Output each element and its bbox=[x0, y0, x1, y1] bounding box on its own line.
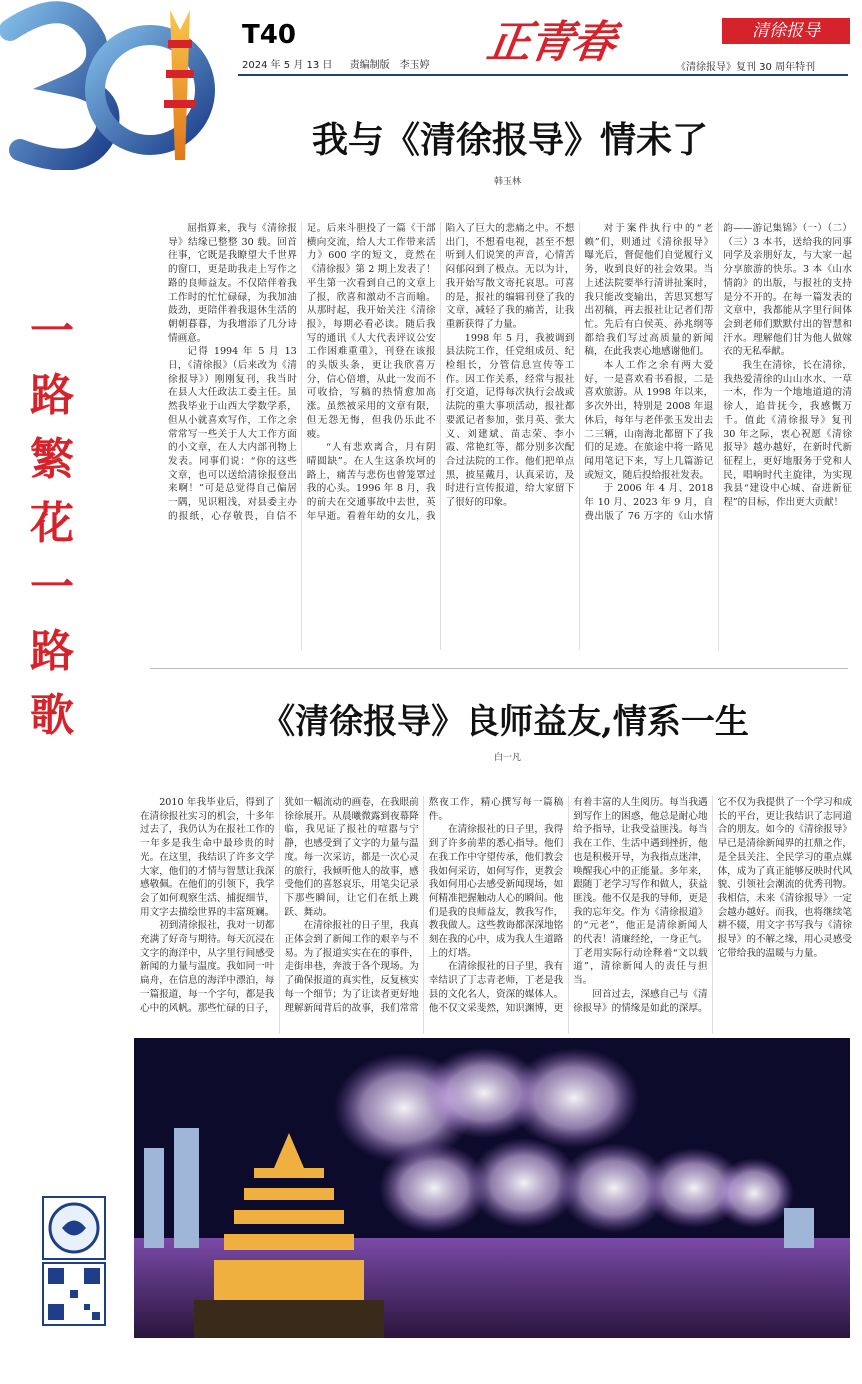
article2-author: 白一凡 bbox=[494, 753, 522, 763]
anniversary-30-logo bbox=[0, 0, 230, 170]
header-rule bbox=[238, 74, 848, 76]
issue-date: 2024 年 5 月 13 日 bbox=[242, 60, 333, 71]
article2-paragraph: 初到清徐报社，我对一切都充满了好奇与期待。每天沉浸在文字的海洋中，从字里行间感受新闻的力量与温度。我如同一叶扁舟，在信息的海洋中漂泊，每一篇报道，每一个字句，都是我心中的风帆。那些忙碌的日子，犹如一幅流动的画卷，在我眼前徐徐展开。从晨曦微露到夜幕降临，我见证了报社的喧嚣与宁静，也感受到了文字的力量与温度。每一次采访，都是一次心灵的旅行，我倾听他人的故事，感受他们的喜怒哀乐，用笔尖记录下那些瞬间，让它们在纸上跳跃、舞动。 bbox=[140, 797, 419, 1014]
slogan-char: 繁 bbox=[30, 434, 74, 485]
header-meta bbox=[242, 56, 444, 71]
slogan-char: 路 bbox=[30, 370, 74, 421]
editor-credit: 责编制版 李玉婷 bbox=[349, 60, 430, 71]
newspaper-brand: 清徐报导 bbox=[722, 18, 850, 44]
special-issue-label: 《清徐报导》复刊 30 周年特刊 bbox=[676, 62, 816, 73]
article1-paragraph: “人有悲欢离合，月有阴晴圆缺”。在人生这条坎坷的路上，痛苦与悲伤也曾笼罩过我的心头。1996 年 8 月，我的前夫在交通事故中去世，英年早逝。看着年幼的女儿，我陷入了巨大的悲痛之中。不想出门，不想看电视，甚至不想听到人们说笑的声音，心情苦闷郁闷到了极点。无以为计，我开始写散文寄托哀思。可喜的是，报社的编辑刊登了我的文章，减轻了我的痛苦，让我重新获得了力量。 bbox=[306, 223, 575, 522]
page-number: T40 bbox=[242, 20, 296, 50]
article2-paragraph: 在清徐报社的日子里，我得到了许多前辈的悉心指导。他们在我工作中守望传承，他们教会我如何采访，如何写作，更教会我如何用心去感受新闻现场，如何精准把握触动人心的瞬间。他们是我的良师益友，教我写作，教我做人。这些教诲都深深地铭刻在我的心中，成为我人生道路上的灯塔。 bbox=[428, 824, 564, 959]
article2-title: 《清徐报导》良师益友,情系一生 bbox=[261, 702, 749, 742]
slogan-char: 一 bbox=[30, 306, 74, 357]
section-title: 正青春 bbox=[483, 17, 617, 68]
article1-paragraph: 屈指算来，我与《清徐报导》结缘已整整 30 载。回首往事，它既是我瞭望大千世界的窗口，更是助我走上写作之路的良师益友。不仅陪伴着我工作时的忙忙碌碌，为我加油鼓劲，更陪伴着我退休生活的朝朝暮暮，为我增添了几分诗情画意。 bbox=[168, 223, 297, 344]
article2-paragraph: 在清徐报社的日子里，我有幸结识了丁志青老师，丁老是我县的文化名人，资深的媒体人。他不仅文采斐然，知识渊博，更有着丰富的人生阅历。每当我遇到写作上的困惑，他总是耐心地给予指导，让我受益匪浅。每当我在工作、生活中遇到挫折，他也是积极开导，为我指点迷津，唤醒我心中的正能量。多年来，跟随丁老学习写作和做人，获益匪浅。他不仅是我的导师，更是我的忘年交。作为《清徐报道》的“元老”，他正是清徐新闻人的代表！清廉经纶，一身正气。丁老用实际行动诠释着“文以载道”，清徐新闻人的责任与担当。 bbox=[428, 797, 708, 1014]
article1-paragraph: 本人工作之余有两大爱好，一是喜欢看书看报，二是喜欢旅游。从 1998 年以来，多次外出，特别是 2008 年退休后，每年与老伴张玉发出去二三辆，山南海北都留下了我们的足迹。在旅途中将一路见闻用笔记下来，写上几篇游记或短文，随后投给报社发表。 bbox=[584, 360, 714, 481]
slogan-char: 一 bbox=[30, 562, 74, 613]
slogan-char: 路 bbox=[30, 626, 74, 677]
slogan-char: 歌 bbox=[30, 690, 74, 741]
article1-author: 韩玉林 bbox=[494, 177, 522, 187]
article1-paragraph: 对于案件执行中的“老赖”们，则通过《清徐报导》曝光后，督促他们自觉履行义务，收到良好的社会效果。当上述法院要举行清讲扯案时，我只能改变输出，苦思冥想写出初稿，再去报社让记者们帮忙。先后有白侯英、孙兆纲等都给我们写过高质量的新闻稿，在此我衷心地感谢他们。 bbox=[584, 223, 714, 358]
article1-paragraph: 于 2006 年 4 月、2018 年 10 月、2023 年 9 月，自费出版了 76 万字的《山水情韵——游记集锦》（一）（二）（三）3 本书，送给我的同事同学及亲朋好友，与大家一起分享旅游的快乐。3 本《山水情韵》的出版，与报社的支持是分不开的。在每一篇发表的文章中，我都能从字里行间体会到老师们默默付出的智慧和汗水。理解他们甘为他人做嫁衣的无私奉献。 bbox=[584, 223, 852, 522]
article1-title: 我与《清徐报导》情未了 bbox=[311, 119, 708, 161]
sidebar bbox=[0, 0, 150, 1384]
article1-paragraph: 记得 1994 年 5 月 13 日，《清徐报》（后来改为《清徐报导》）刚刚复刊，我当时在县人大任政法工委主任。虽然我毕业于山西大学数学系，但从小就喜欢写作，工作之余常常写一些关于人大工作方面的小文章，在人大内部刊物上发表。同事们说：“你的这些文章，也可以送给清徐报登出来啊！”可是总觉得自己偏居一隅，见识粗浅，对县委主办的报纸，心存敬畏，自信不足。后来斗胆投了一篇《干部横向交流，给人大工作带来活力》600 字的短文，竟然在《清徐报》第 2 期上发表了！平生第一次看到自己的文章上了报，欣喜和激动不言而喻。从那时起，我开始关注《清徐报》，每期必看必读。随后我写的通讯《人大代表评议公安工作困难重重》，刊登在该报的头版头条，更让我欣喜万分，信心倍增，从此一发而不可收拾，写稿的热情愈加高涨。虽然被采用的文章有限，但无怨无悔，但我仍乐此不疲。 bbox=[168, 223, 436, 522]
sidebar-slogan bbox=[22, 300, 82, 748]
download-qr-code[interactable] bbox=[42, 1262, 106, 1326]
section-divider bbox=[150, 668, 848, 669]
fireworks-illustration bbox=[134, 1038, 850, 1338]
article2-paragraph: 回首过去，深感自己与《清徐报导》的情缘是如此的深厚。它不仅为我提供了一个学习和成长的平台，更让我结识了志同道合的朋友。如今的《清徐报导》早已是清徐新闻界的扛鼎之作，是全县关注、全民学习的重点媒体，成为了真正能够反映时代风貌、引领社会潮流的优秀刊物。我相信，未来《清徐报导》一定会越办越好。而我，也将继续笔耕不辍，用文字书写我与《清徐报导》的不解之缘，用心灵感受它带给我的温暖与力量。 bbox=[573, 797, 852, 1014]
wechat-qr-code[interactable] bbox=[42, 1196, 106, 1260]
article2-body bbox=[140, 796, 852, 1034]
fireworks-photo bbox=[134, 1038, 850, 1338]
article2-paragraph: 2010 年我毕业后，得到了在清徐报社实习的机会，十多年过去了，我仍认为在报社工作的一年多是我生命中最珍贵的时光。在这里，我结识了许多文学大家，他们的才情与智慧让我深感敬佩。在他们的引领下，我学会了如何观察生活、捕捉细节，用文字去描绘世界的丰富斑斓。 bbox=[140, 797, 275, 918]
article1-paragraph: 我生在清徐，长在清徐，我热爱清徐的山山水水、一草一木，作为一个地地道道的清徐人，追昔抚今，我感慨万千。值此《清徐报导》复刊 30 年之际，衷心祝愿《清徐报导》越办越好，在新时代新征程上，更好地服务于党和人民，唱响时代主旋律，为实现我县“建设中心城、奋进新征程”的目标，作出更大贡献！ bbox=[723, 360, 852, 509]
slogan-char: 花 bbox=[30, 498, 74, 549]
article2-paragraph: 在清徐报社的日子里，我真正体会到了新闻工作的艰辛与不易。为了报道实实在在的事件，走街串巷，奔波于各个现场。为了确保报道的真实性，反复核实每一个细节；为了让读者更好地理解新闻背后的故事，我们常常熬夜工作，精心撰写每一篇稿件。 bbox=[284, 797, 564, 1014]
article1-body bbox=[168, 222, 852, 650]
article1-paragraph: 1998 年 5 月，我被调到县法院工作，任党组成员、纪检组长，分管信息宣传等工作。因工作关系，经常与报社打交道，记得每次执行会战或法院的重大事项活动，报社都要派记者参加，张月英、张大义、刘建斌、苗志荣、李小霞、常艳红等，都分别多次配合过法院的工作。他们把单点黑，披星戴月，认真采访，及时进行宣传报道，给大家留下了很好的印象。 bbox=[445, 332, 575, 509]
